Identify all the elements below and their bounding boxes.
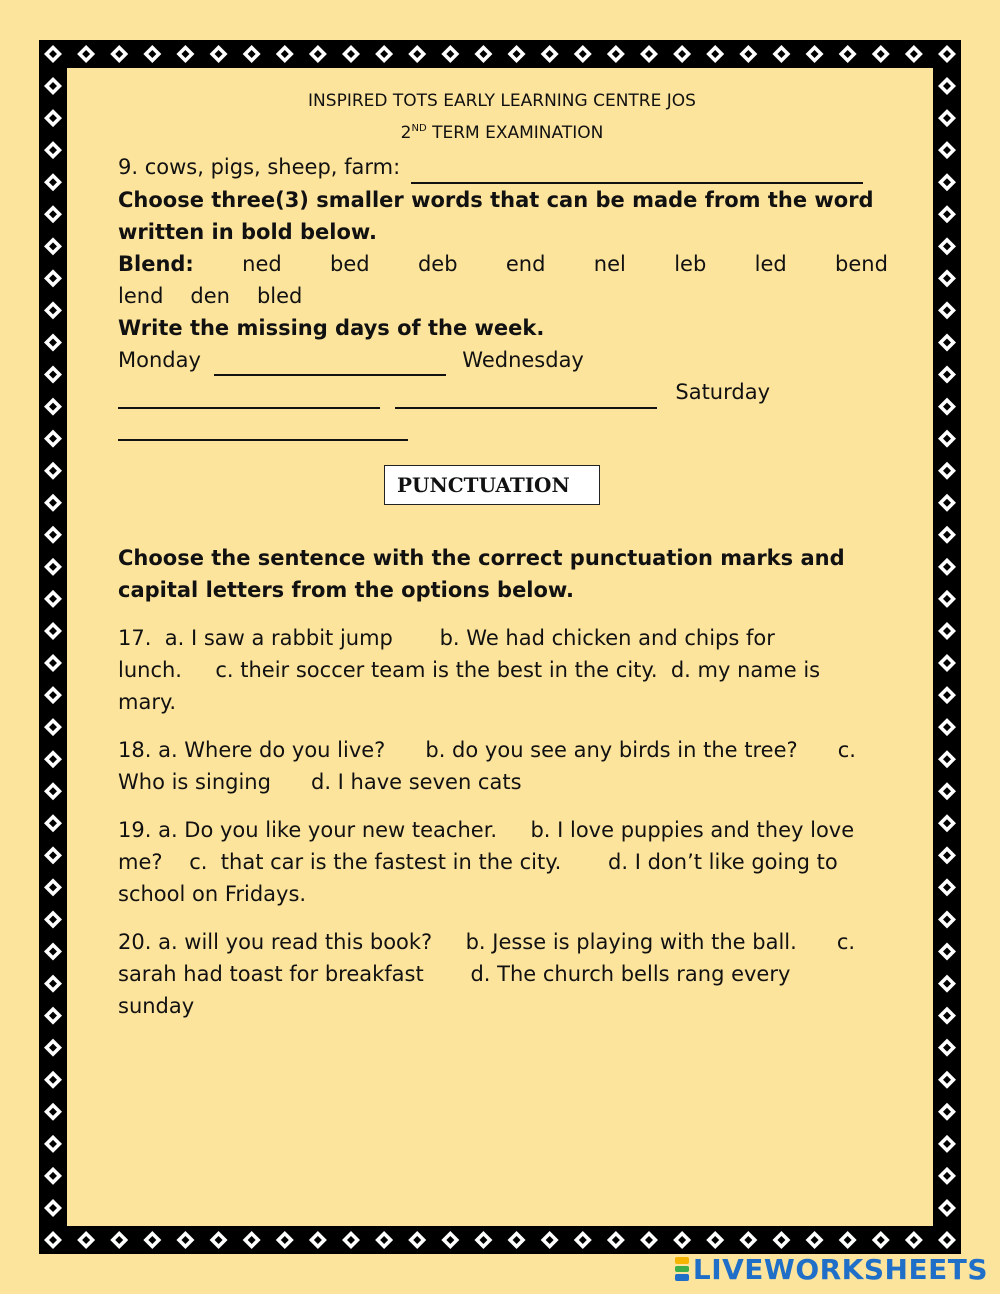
worksheet-content <box>118 88 888 441</box>
blend-option[interactable]: end <box>505 251 546 276</box>
school-name: INSPIRED TOTS EARLY LEARNING CENTRE JOS <box>308 91 696 111</box>
blend-option[interactable]: bed <box>330 251 370 276</box>
days-row-2 <box>118 376 888 409</box>
question-9-answer-field[interactable] <box>411 158 863 184</box>
blend-option[interactable]: led <box>754 251 787 276</box>
exam-title: 2ND TERM EXAMINATION <box>400 123 604 143</box>
question-line: sarah had toast for breakfast d. The church bells rang every <box>118 962 791 986</box>
day-monday: Monday <box>118 347 201 372</box>
blend-option[interactable]: den <box>190 283 230 308</box>
punctuation-instruction: Choose the sentence with the correct punctuation marks and capital letters from the options below. <box>118 546 845 602</box>
days-instruction: Write the missing days of the week. <box>118 315 545 340</box>
question-20 <box>118 926 888 1022</box>
blend-options-row-1 <box>118 248 888 280</box>
blend-option[interactable]: ned <box>242 251 282 276</box>
section-title-punctuation: PUNCTUATION <box>384 465 600 505</box>
watermark-text: LIVEWORKSHEETS <box>692 1252 988 1286</box>
question-19 <box>118 814 888 910</box>
question-line: me? c. that car is the fastest in the city. d. I don’t like going to <box>118 850 838 874</box>
blend-options-row-2 <box>118 280 888 312</box>
question-line: 17. a. I saw a rabbit jump b. We had chicken and chips for <box>118 626 775 650</box>
days-row-3 <box>118 409 888 442</box>
blend-option[interactable]: bend <box>835 251 888 276</box>
day-wednesday: Wednesday <box>462 347 584 372</box>
blend-option[interactable]: nel <box>593 251 626 276</box>
question-9-text: 9. cows, pigs, sheep, farm: <box>118 155 401 179</box>
question-line: Who is singing d. I have seven cats <box>118 770 522 794</box>
missing-day-field-1[interactable] <box>214 350 446 376</box>
smaller-words-instruction: Choose three(3) smaller words that can be made from the word written in bold below. <box>118 187 874 244</box>
question-line: 19. a. Do you like your new teacher. b. I love puppies and they love <box>118 818 855 842</box>
question-line: school on Fridays. <box>118 882 307 906</box>
days-row-1 <box>118 344 888 377</box>
question-line: 18. a. Where do you live? b. do you see any birds in the tree? c. <box>118 738 856 762</box>
question-17 <box>118 622 888 718</box>
question-18 <box>118 734 888 798</box>
missing-day-field-4[interactable] <box>118 415 408 441</box>
day-saturday: Saturday <box>675 380 771 404</box>
question-line: mary. <box>118 690 177 714</box>
blend-option[interactable]: leb <box>674 251 707 276</box>
blend-option[interactable]: deb <box>417 251 458 276</box>
missing-day-field-3[interactable] <box>395 383 657 409</box>
missing-day-field-2[interactable] <box>118 383 380 409</box>
question-line: 20. a. will you read this book? b. Jesse is playing with the ball. c. <box>118 930 856 954</box>
question-9 <box>118 151 888 184</box>
blend-option[interactable]: bled <box>256 283 303 308</box>
blend-option[interactable]: lend <box>118 283 164 308</box>
liveworksheets-logo-icon <box>675 1256 689 1282</box>
blend-word-label: Blend: <box>118 251 194 276</box>
liveworksheets-watermark[interactable] <box>675 1252 988 1286</box>
question-line: lunch. c. their soccer team is the best in the city. d. my name is <box>118 658 821 682</box>
question-line: sunday <box>118 994 195 1018</box>
